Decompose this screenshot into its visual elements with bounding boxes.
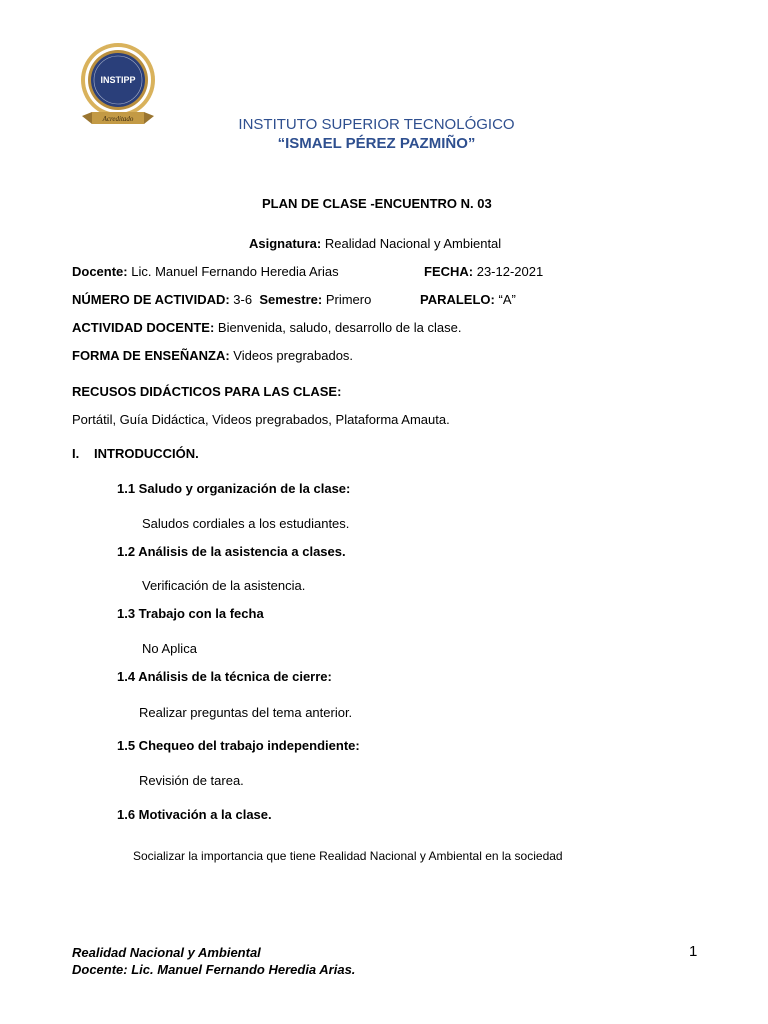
logo-ribbon-text: Acreditado: [102, 115, 134, 123]
institute-name: “ISMAEL PÉREZ PAZMIÑO”: [277, 135, 476, 152]
fecha-line: FECHA: 23-12-2021: [424, 264, 544, 279]
actividad-docente-line: ACTIVIDAD DOCENTE: Bienvenida, saludo, desarrollo de la clase.: [72, 320, 462, 335]
actividad-line: NÚMERO DE ACTIVIDAD: 3-6 Semestre: Primero: [72, 292, 372, 307]
section-text: Revisión de tarea.: [139, 773, 244, 788]
section-text: Socializar la importancia que tiene Realidad Nacional y Ambiental en la sociedad: [133, 849, 563, 863]
section-title: 1.4 Análisis de la técnica de cierre:: [117, 669, 332, 684]
section-title: 1.5 Chequeo del trabajo independiente:: [117, 738, 360, 753]
page-number: 1: [689, 943, 698, 960]
section-text: No Aplica: [142, 641, 197, 656]
forma-ensenanza-line: FORMA DE ENSEÑANZA: Videos pregrabados.: [72, 348, 354, 363]
section-title: 1.6 Motivación a la clase.: [117, 807, 272, 822]
section-text: Realizar preguntas del tema anterior.: [139, 705, 353, 720]
recursos-value: Portátil, Guía Didáctica, Videos pregrabados, Plataforma Amauta.: [72, 412, 450, 427]
section-title: 1.3 Trabajo con la fecha: [117, 606, 264, 621]
footer-subject: Realidad Nacional y Ambiental: [72, 945, 261, 960]
footer-teacher: Docente: Lic. Manuel Fernando Heredia Arias.: [72, 962, 356, 977]
introduccion-heading: I. INTRODUCCIÓN.: [72, 446, 199, 461]
institute-heading: INSTITUTO SUPERIOR TECNOLÓGICO: [238, 116, 515, 133]
paralelo-line: PARALELO: “A”: [420, 292, 516, 307]
section-title: 1.2 Análisis de la asistencia a clases.: [117, 544, 346, 559]
section-text: Verificación de la asistencia.: [142, 578, 306, 593]
section-text: Saludos cordiales a los estudiantes.: [142, 516, 350, 531]
asignatura-line: Asignatura: Realidad Nacional y Ambiental: [249, 236, 502, 251]
logo-text: INSTIPP: [100, 75, 136, 85]
section-title: 1.1 Saludo y organización de la clase:: [117, 481, 351, 496]
docente-line: Docente: Lic. Manuel Fernando Heredia Arias: [72, 264, 339, 279]
recursos-heading: RECUSOS DIDÁCTICOS PARA LAS CLASE:: [72, 384, 342, 399]
plan-title: PLAN DE CLASE -ENCUENTRO N. 03: [262, 196, 492, 211]
